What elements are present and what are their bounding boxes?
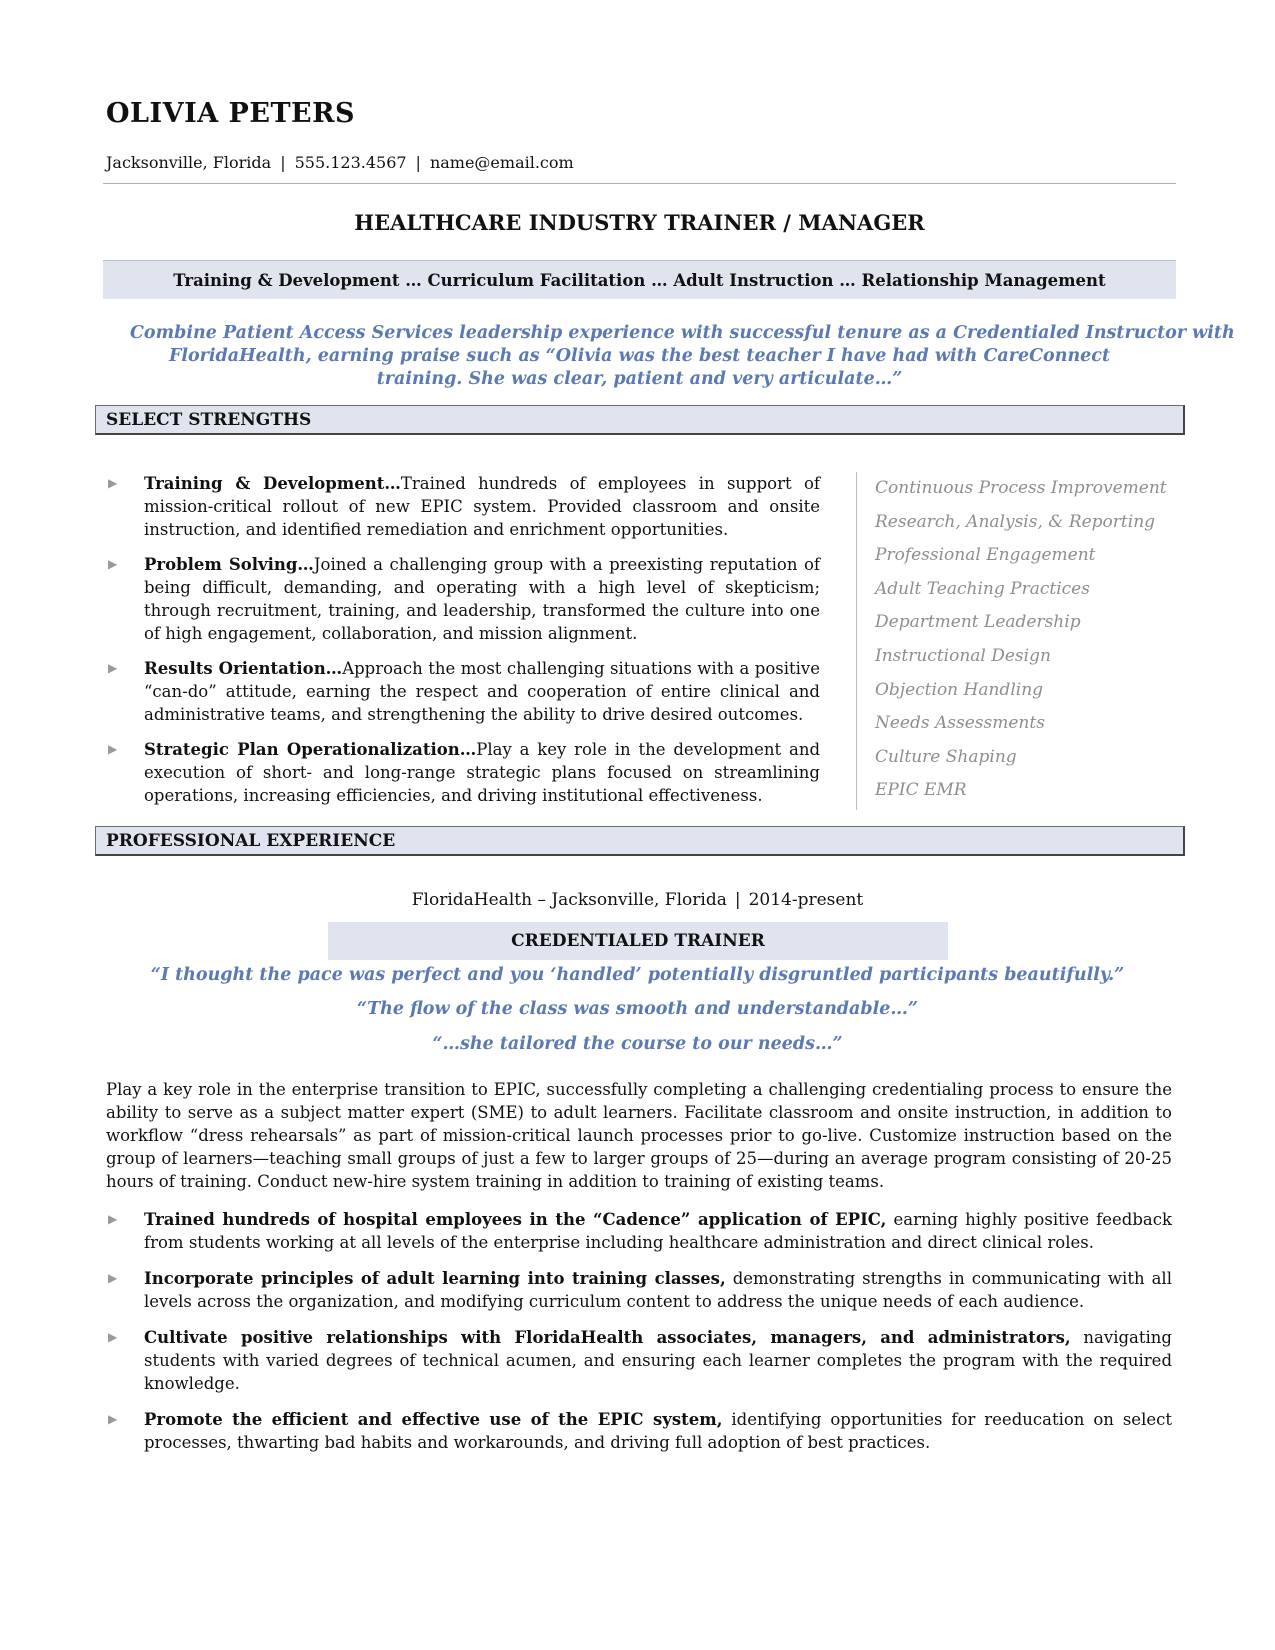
employer-line bbox=[0, 890, 1275, 910]
triangle-bullet-icon: ▶ bbox=[108, 1271, 118, 1285]
achievement-title: Incorporate principles of adult learning into training classes, bbox=[144, 1269, 726, 1288]
achievement-text: navigating students with varied degrees of technical acumen, and ensuring each learner completes the program with the required knowledge. bbox=[144, 1328, 1172, 1393]
strength-text: Play a key role in the development and execution of short- and long-range strategic plans focused on streamlining operations, increasing efficiencies, and driving institutional effectiveness. bbox=[144, 740, 821, 805]
skill-item: Needs Assessments bbox=[875, 713, 1045, 734]
triangle-bullet-icon: ▶ bbox=[108, 1412, 118, 1426]
triangle-bullet-icon: ▶ bbox=[108, 557, 118, 571]
strength-text: Trained hundreds of employees in support of mission-critical rollout of new EPIC system. Provided classroom and onsite instruction, and identified remediation and enrichment opportunities. bbox=[144, 474, 820, 539]
achievement-title: Promote the efficient and effective use of the EPIC system, bbox=[144, 1410, 723, 1429]
section-heading-experience bbox=[95, 826, 1185, 856]
employer-name: FloridaHealth – Jacksonville, Florida bbox=[411, 890, 727, 910]
triangle-bullet-icon: ▶ bbox=[108, 1212, 118, 1226]
separator: | bbox=[734, 890, 741, 910]
separator: | bbox=[280, 153, 286, 172]
section-heading-text: PROFESSIONAL EXPERIENCE bbox=[106, 830, 396, 851]
achievement-title: Cultivate positive relationships with FloridaHealth associates, managers, and administrators, bbox=[144, 1328, 1071, 1347]
summary-line: training. She was clear, patient and very articulate…” bbox=[376, 369, 903, 389]
strength-title: Problem Solving… bbox=[144, 555, 314, 574]
candidate-name: OLIVIA PETERS bbox=[106, 98, 356, 129]
phone: 555.123.4567 bbox=[294, 153, 407, 172]
testimonial-quote: “I thought the pace was perfect and you ‘handled’ potentially disgruntled participants beautifully.” bbox=[150, 965, 1125, 985]
achievement-item bbox=[106, 1326, 1172, 1395]
strength-title: Results Orientation… bbox=[144, 659, 343, 678]
strength-item bbox=[106, 738, 820, 807]
testimonial-quote: “…she tailored the course to our needs…” bbox=[432, 1034, 843, 1054]
location: Jacksonville, Florida bbox=[106, 153, 272, 172]
achievement-item bbox=[106, 1408, 1172, 1454]
skill-item: Professional Engagement bbox=[875, 545, 1096, 566]
triangle-bullet-icon: ▶ bbox=[108, 661, 118, 675]
strength-title: Strategic Plan Operationalization… bbox=[144, 740, 477, 759]
achievements-list bbox=[106, 1208, 1172, 1467]
separator: | bbox=[415, 153, 421, 172]
skill-item: Objection Handling bbox=[875, 679, 1044, 700]
triangle-bullet-icon: ▶ bbox=[108, 1330, 118, 1344]
keywords-text: Training & Development … Curriculum Facilitation … Adult Instruction … Relationship Management bbox=[173, 270, 1106, 290]
section-heading-text: SELECT STRENGTHS bbox=[106, 409, 312, 430]
job-description: Play a key role in the enterprise transition to EPIC, successfully completing a challenging credentialing process to ensure the ability to serve as a subject matter expert (SME) to adult learners. Facilitate classroom and onsite instruction, in addition to workflow “dress rehearsals” as part of mission-critical launch processes prior to go-live. Customize instruction based on the group of learners—teaching small groups of just a few to larger groups of 25—during an average program consisting of 20-25 hours of training. Conduct new-hire system training in addition to training of existing teams. bbox=[106, 1080, 1172, 1191]
testimonial-quote: “The flow of the class was smooth and understandable…” bbox=[357, 999, 918, 1019]
job-title-band bbox=[328, 922, 948, 960]
skill-item: Adult Teaching Practices bbox=[875, 578, 1090, 599]
achievement-text: demonstrating strengths in communicating with all levels across the organization, and modifying curriculum content to address the unique needs of each audience. bbox=[144, 1269, 1172, 1311]
triangle-bullet-icon: ▶ bbox=[108, 742, 118, 756]
summary-statement bbox=[130, 322, 1235, 391]
skill-item: Research, Analysis, & Reporting bbox=[875, 511, 1156, 532]
summary-line: Combine Patient Access Services leadership experience with successful tenure as a Credentialed Instructor with bbox=[130, 323, 1235, 343]
keywords-band bbox=[103, 260, 1176, 299]
strength-item bbox=[106, 657, 820, 726]
triangle-bullet-icon: ▶ bbox=[108, 476, 118, 490]
achievement-title: Trained hundreds of hospital employees in the “Cadence” application of EPIC, bbox=[144, 1210, 887, 1229]
strengths-list bbox=[106, 472, 820, 819]
skills-column bbox=[856, 472, 1167, 810]
header-divider bbox=[103, 183, 1176, 184]
strength-title: Training & Development… bbox=[144, 474, 401, 493]
skill-item: Department Leadership bbox=[875, 612, 1081, 633]
skill-item: Continuous Process Improvement bbox=[875, 478, 1167, 498]
section-heading-strengths bbox=[95, 405, 1185, 435]
skill-item: Instructional Design bbox=[875, 645, 1051, 666]
achievement-item bbox=[106, 1267, 1172, 1313]
achievement-text: identifying opportunities for reeducation on select processes, thwarting bad habits and workarounds, and driving full adoption of best practices. bbox=[144, 1410, 1172, 1452]
strength-item bbox=[106, 553, 820, 645]
email: name@email.com bbox=[429, 153, 574, 172]
employment-dates: 2014-present bbox=[748, 890, 864, 910]
achievement-item bbox=[106, 1208, 1172, 1254]
achievement-text: earning highly positive feedback from students working at all levels of the enterprise including healthcare administration and direct clinical roles. bbox=[144, 1210, 1172, 1252]
strength-text: Joined a challenging group with a preexisting reputation of being difficult, demanding, and operating with a high level of skepticism; through recruitment, training, and leadership, transformed the culture into one of high engagement, collaboration, and mission alignment. bbox=[144, 555, 820, 643]
job-title: CREDENTIALED TRAINER bbox=[511, 931, 765, 951]
strength-item bbox=[106, 472, 820, 541]
summary-line: FloridaHealth, earning praise such as “Olivia was the best teacher I have had with CareConnect bbox=[168, 346, 1111, 366]
strength-text: Approach the most challenging situations with a positive “can-do” attitude, earning the respect and cooperation of entire clinical and administrative teams, and strengthening the ability to drive desired outcomes. bbox=[144, 659, 820, 724]
skill-item: Culture Shaping bbox=[875, 746, 1017, 767]
skill-item: EPIC EMR bbox=[875, 780, 967, 801]
contact-line bbox=[106, 153, 574, 172]
resume-headline: HEALTHCARE INDUSTRY TRAINER / MANAGER bbox=[354, 210, 925, 235]
